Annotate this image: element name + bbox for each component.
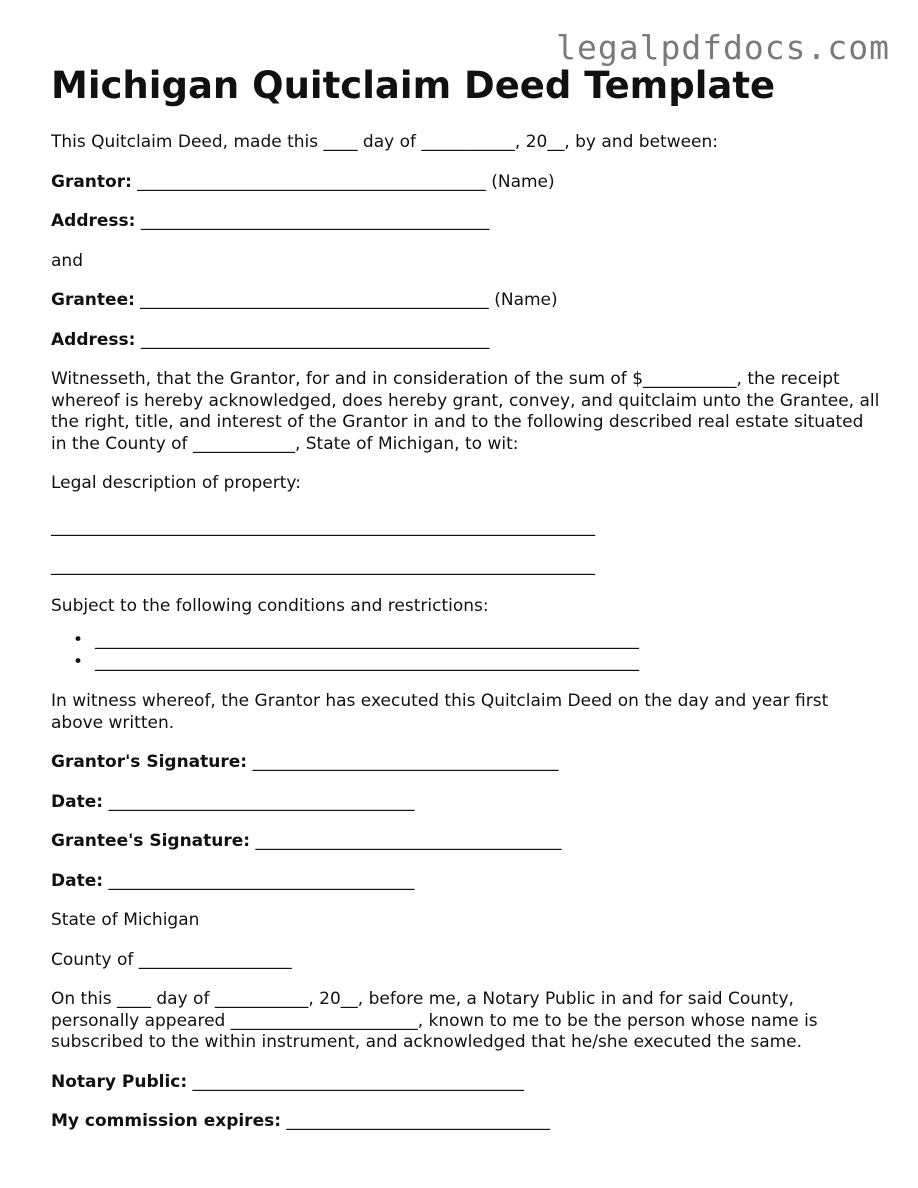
intro-paragraph: This Quitclaim Deed, made this ____ day of ___________, 20__, by and between: <box>51 132 719 152</box>
witnesseth-paragraph: Witnesseth, that the Grantor, for and in consideration of the sum of $___________, the receipt whereof is hereby acknowledged, does hereby grant, convey, and quitclaim unto the Grantee, all the right, title, and interest of the Grantor in and to the following described real estate situated in the County of ____________, State of Michigan, to wit: <box>51 369 880 454</box>
grantor-signature-field <box>51 752 881 774</box>
page-title: Michigan Quitclaim Deed Template <box>51 64 776 107</box>
bullet-icon: • <box>73 652 84 672</box>
grantor-signature-blank[interactable]: ____________________________________ <box>247 752 559 772</box>
grantor-label: Grantor: <box>51 171 132 192</box>
grantee-date-blank[interactable]: ____________________________________ <box>103 870 415 891</box>
grantor-field <box>51 172 881 194</box>
condition-blank[interactable]: ________________________________________________________________ <box>95 652 639 672</box>
notary-public-field <box>51 1072 881 1094</box>
conditions-list <box>51 629 881 673</box>
grantor-date-field <box>51 792 881 814</box>
notary-paragraph: On this ____ day of ___________, 20__, before me, a Notary Public in and for said County, personally appeared ______________________, known to me to be the person whose name is subscribed to the within instrument, and acknowledged that he/she executed the same. <box>51 989 818 1052</box>
legal-description-label: Legal description of property: <box>51 473 301 493</box>
grantor-signature-label: Grantor's Signature: <box>51 752 248 772</box>
notary-public-label: Notary Public: <box>51 1071 188 1092</box>
grantee-label: Grantee: <box>51 290 135 310</box>
grantor-date-blank[interactable]: ____________________________________ <box>103 791 415 812</box>
bullet-icon: • <box>73 630 84 650</box>
grantee-address-field <box>51 330 881 352</box>
grantee-signature-field <box>51 831 881 853</box>
grantor-address-field <box>51 211 881 233</box>
condition-blank[interactable]: ________________________________________________________________ <box>95 630 639 650</box>
state-line: State of Michigan <box>51 910 200 930</box>
commission-field <box>51 1111 881 1133</box>
grantee-address-blank[interactable]: _________________________________________ <box>135 329 490 350</box>
grantee-date-field <box>51 871 881 893</box>
county-line: County of __________________ <box>51 949 292 970</box>
legal-description-line[interactable]: ________________________________________________________________ <box>51 516 595 537</box>
grantor-blank[interactable]: _________________________________________ (Name) <box>131 171 555 192</box>
grantor-address-blank[interactable]: _________________________________________ <box>135 211 490 231</box>
deed-document <box>51 132 881 1151</box>
list-item <box>51 651 881 673</box>
in-witness-paragraph: In witness whereof, the Grantor has executed this Quitclaim Deed on the day and year first above written. <box>51 691 829 733</box>
grantee-blank[interactable]: _________________________________________ (Name) <box>134 290 558 310</box>
legal-description-line[interactable]: ________________________________________________________________ <box>51 556 595 576</box>
notary-public-blank[interactable]: _______________________________________ <box>187 1071 525 1092</box>
grantor-date-label: Date: <box>51 791 104 812</box>
grantee-signature-blank[interactable]: ____________________________________ <box>250 831 562 851</box>
conditions-label: Subject to the following conditions and restrictions: <box>51 595 489 616</box>
watermark: legalpdfdocs.com <box>556 28 890 67</box>
grantor-address-label: Address: <box>51 211 136 231</box>
grantee-field <box>51 290 881 312</box>
grantee-signature-label: Grantee's Signature: <box>51 831 251 851</box>
grantee-address-label: Address: <box>51 329 136 350</box>
commission-blank[interactable]: _______________________________ <box>281 1111 550 1131</box>
commission-label: My commission expires: <box>51 1111 282 1131</box>
grantee-date-label: Date: <box>51 870 104 891</box>
and-text: and <box>51 250 83 271</box>
list-item <box>51 629 881 651</box>
